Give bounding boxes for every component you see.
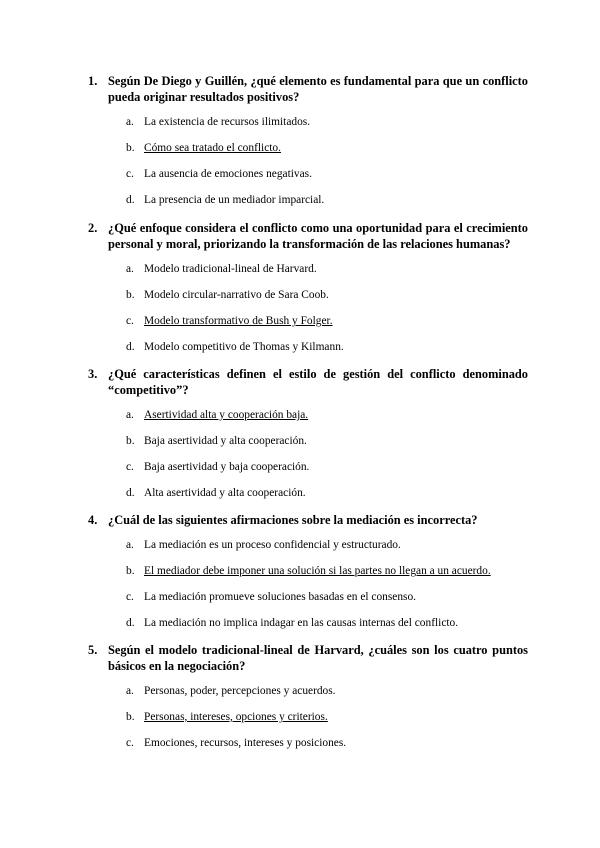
- question-1: [88, 73, 528, 219]
- option-text: El mediador debe imponer una solución si las partes no llegan a un acuerdo.: [144, 565, 491, 577]
- option-letter: c.: [126, 737, 134, 749]
- option-text: Baja asertividad y baja cooperación.: [144, 461, 310, 473]
- option-b-correct: [88, 564, 528, 579]
- option-text: Modelo circular-narrativo de Sara Coob.: [144, 289, 329, 301]
- option-text: Personas, poder, percepciones y acuerdos.: [144, 685, 336, 697]
- option-b: [88, 288, 528, 303]
- option-a: [88, 115, 528, 130]
- option-letter: a.: [126, 409, 134, 421]
- option-a: [88, 538, 528, 553]
- question-5: [88, 642, 528, 762]
- option-b-correct: [88, 710, 528, 725]
- option-letter: a.: [126, 539, 134, 551]
- option-letter: b.: [126, 142, 135, 154]
- question-text: ¿Qué enfoque considera el conflicto como una oportunidad para el crecimiento personal y moral, priorizando la transformación de las relaciones humanas?: [108, 221, 528, 251]
- option-text: Modelo transformativo de Bush y Folger.: [144, 315, 333, 327]
- question-4: [88, 512, 528, 642]
- option-c: [88, 590, 528, 605]
- option-c-correct: [88, 314, 528, 329]
- option-text: Modelo competitivo de Thomas y Kilmann.: [144, 341, 344, 353]
- option-letter: a.: [126, 263, 134, 275]
- question-number: 1.: [88, 74, 98, 88]
- option-d: [88, 486, 528, 501]
- question-number: 5.: [88, 643, 98, 657]
- option-letter: d.: [126, 487, 135, 499]
- option-text: La mediación no implica indagar en las causas internas del conflicto.: [144, 617, 459, 629]
- option-text: La mediación es un proceso confidencial y estructurado.: [144, 539, 401, 551]
- option-text: Emociones, recursos, intereses y posiciones.: [144, 737, 347, 749]
- option-letter: c.: [126, 461, 134, 473]
- option-text: La presencia de un mediador imparcial.: [144, 194, 325, 206]
- option-text: Modelo tradicional-lineal de Harvard.: [144, 263, 317, 275]
- option-letter: a.: [126, 116, 134, 128]
- option-text: La mediación promueve soluciones basadas en el consenso.: [144, 591, 417, 603]
- option-b-correct: [88, 141, 528, 156]
- option-letter: d.: [126, 617, 135, 629]
- question-number: 2.: [88, 221, 98, 235]
- question-2: [88, 220, 528, 366]
- option-text: Asertividad alta y cooperación baja.: [144, 409, 309, 421]
- option-c: [88, 460, 528, 475]
- question-3: [88, 366, 528, 512]
- option-letter: a.: [126, 685, 134, 697]
- option-d: [88, 193, 528, 208]
- question-text: ¿Cuál de las siguientes afirmaciones sobre la mediación es incorrecta?: [108, 513, 478, 527]
- option-letter: b.: [126, 565, 135, 577]
- option-letter: b.: [126, 711, 135, 723]
- question-text: Según De Diego y Guillén, ¿qué elemento es fundamental para que un conflicto pueda originar resultados positivos?: [108, 74, 528, 104]
- option-letter: b.: [126, 289, 135, 301]
- option-letter: c.: [126, 315, 134, 327]
- option-text: La existencia de recursos ilimitados.: [144, 116, 311, 128]
- option-text: Baja asertividad y alta cooperación.: [144, 435, 307, 447]
- option-text: Cómo sea tratado el conflicto.: [144, 142, 281, 154]
- option-a-correct: [88, 408, 528, 423]
- option-d: [88, 340, 528, 355]
- option-text: Alta asertividad y alta cooperación.: [144, 487, 306, 499]
- question-number: 3.: [88, 367, 98, 381]
- question-number: 4.: [88, 513, 98, 527]
- option-letter: c.: [126, 168, 134, 180]
- option-d: [88, 616, 528, 631]
- option-letter: b.: [126, 435, 135, 447]
- question-text: Según el modelo tradicional-lineal de Harvard, ¿cuáles son los cuatro puntos básicos en la negociación?: [108, 643, 528, 673]
- option-letter: c.: [126, 591, 134, 603]
- option-c: [88, 167, 528, 182]
- question-text: ¿Qué características definen el estilo de gestión del conflicto denominado “competitivo”?: [108, 367, 528, 397]
- option-c: [88, 736, 528, 751]
- option-letter: d.: [126, 341, 135, 353]
- option-a: [88, 684, 528, 699]
- option-text: La ausencia de emociones negativas.: [144, 168, 312, 180]
- option-a: [88, 262, 528, 277]
- option-b: [88, 434, 528, 449]
- option-letter: d.: [126, 194, 135, 206]
- option-text: Personas, intereses, opciones y criterios.: [144, 711, 328, 723]
